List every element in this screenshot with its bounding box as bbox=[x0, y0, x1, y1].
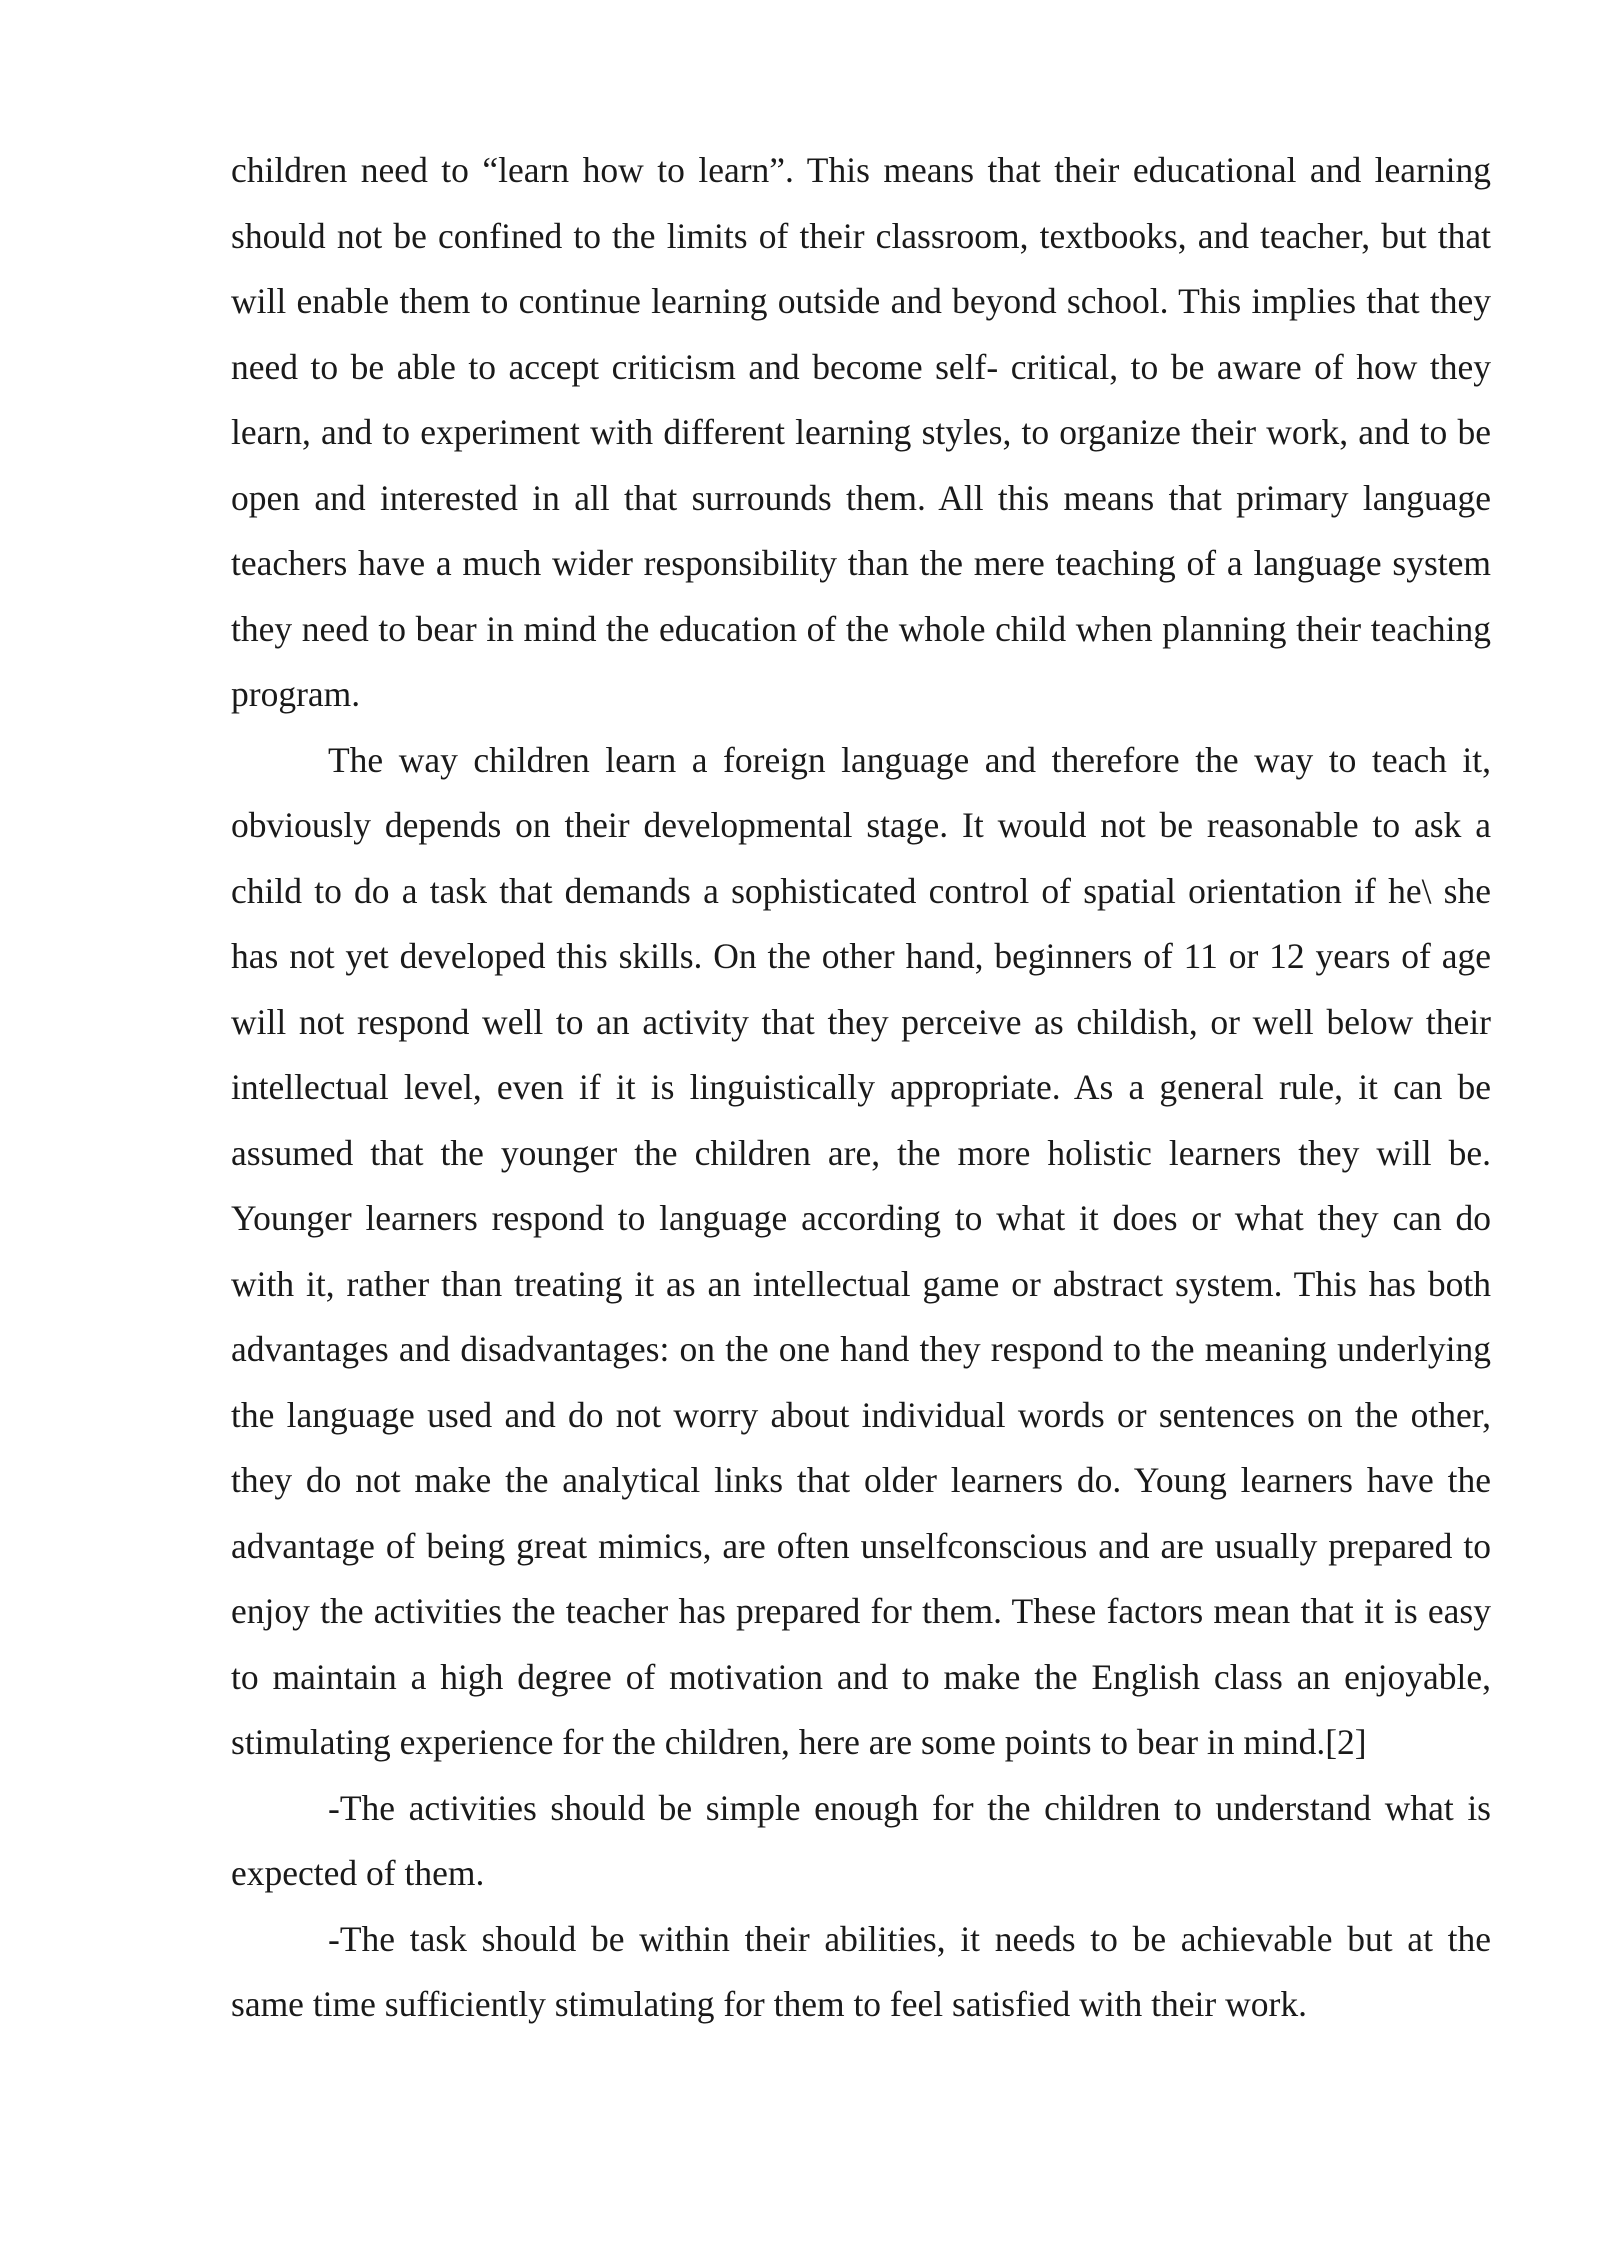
document-body bbox=[231, 138, 1491, 2038]
paragraph-activities-simple: -The activities should be simple enough for the children to understand what is expected of them. bbox=[231, 1787, 1491, 1893]
paragraph-developmental-stage: The way children learn a foreign language and therefore the way to teach it, obviously depends on their developmental stage. It would not be reasonable to ask a child to do a task that demands a sophisticated control of spatial orientation if he\ she has not yet developed this skills. On the other hand, beginners of 11 or 12 years of age will not respond well to an activity that they perceive as childish, or well below their intellectual level, even if it is linguistically appropriate. As a general rule, it can be assumed that the younger the children are, the more holistic learners they will be. Younger learners respond to language according to what it does or what they can do with it, rather than treating it as an intellectual game or abstract system. This has both advantages and disadvantages: on the one hand they respond to the meaning underlying the language used and do not worry about individual words or sentences on the other, they do not make the analytical links that older learners do. Young learners have the advantage of being great mimics, are often unselfconscious and are usually prepared to enjoy the activities the teacher has prepared for them. These factors mean that it is easy to maintain a high degree of motivation and to make the English class an enjoyable, stimulating experience for the children, here are some points to bear in mind.[2] bbox=[231, 739, 1491, 1762]
paragraph-task-within-abilities: -The task should be within their abilities, it needs to be achievable but at the same time sufficiently stimulating for them to feel satisfied with their work. bbox=[231, 1918, 1491, 2024]
paragraph-learn-how-to-learn: children need to “learn how to learn”. This means that their educational and learning should not be confined to the limits of their classroom, textbooks, and teacher, but that will enable them to continue learning outside and beyond school. This implies that they need to be able to accept criticism and become self- critical, to be aware of how they learn, and to experiment with different learning styles, to organize their work, and to be open and interested in all that surrounds them. All this means that primary language teachers have a much wider responsibility than the mere teaching of a language system they need to bear in mind the education of the whole child when planning their teaching program. bbox=[231, 150, 1491, 714]
